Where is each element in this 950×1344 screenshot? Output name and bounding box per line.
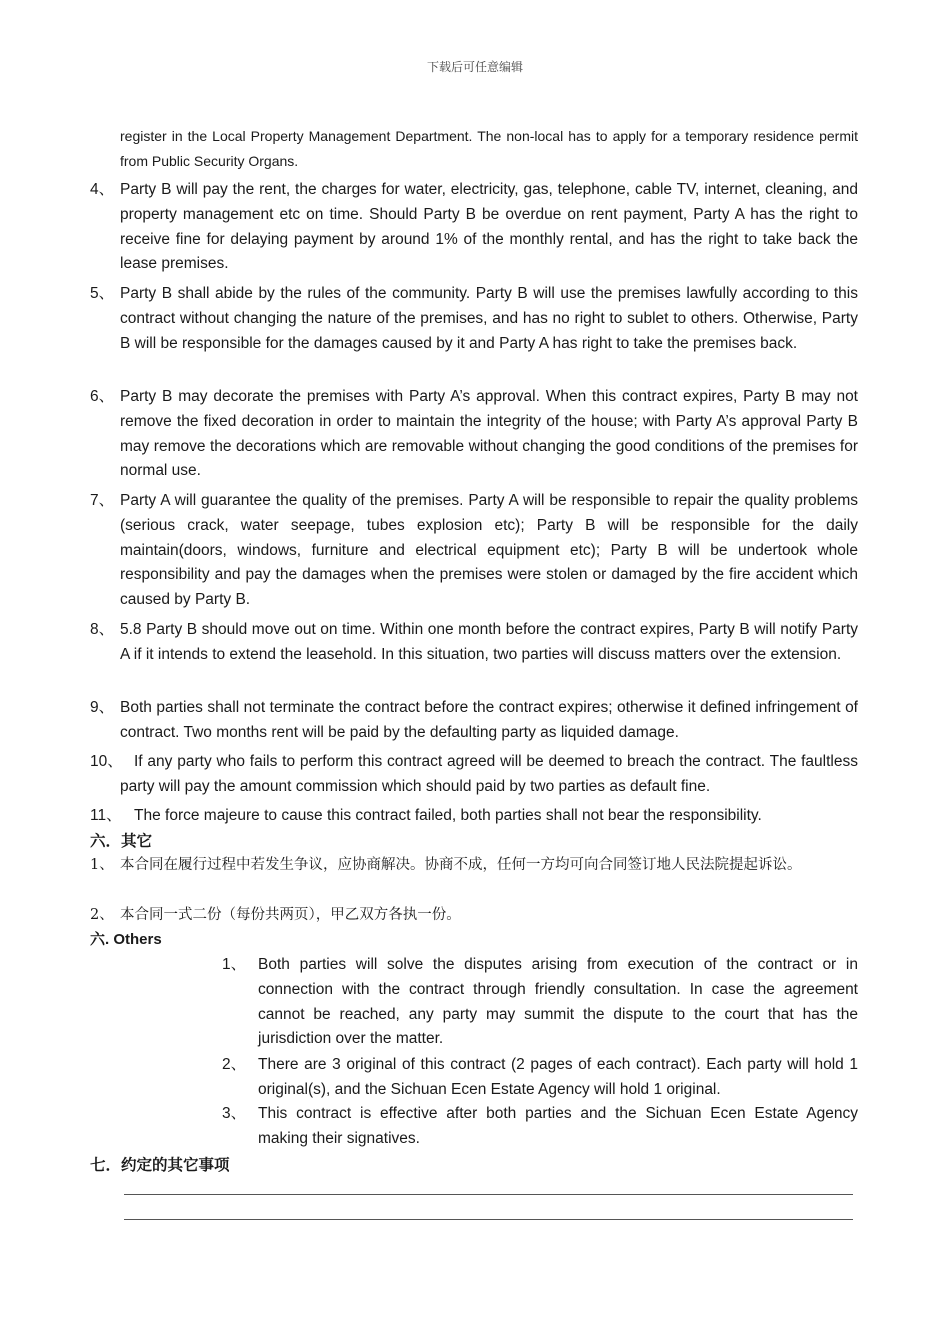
blank-line-1: [124, 1194, 853, 1195]
cn-item-number: 1、: [90, 857, 114, 873]
clause-11: [90, 804, 858, 829]
clause-text: Party B shall abide by the rules of the community. Party B will use the premises lawfully according to this contract without changing the nature of the premises, and has no right to sublet to others. Otherwise, Party B will be responsible for the damages caused by it and Party A has right to take the premises back.: [120, 285, 858, 352]
clause-text: 5.8 Party B should move out on time. Within one month before the contract expires, Party B will notify Party A if it intends to extend the leasehold. In this situation, two parties will discuss matters over the extension.: [120, 621, 858, 663]
clause-text: The force majeure to cause this contract failed, both parties shall not bear the responsibility.: [134, 807, 762, 824]
clause-5: [90, 282, 858, 356]
cn-item-2: [90, 903, 858, 928]
others-item-text: There are 3 original of this contract (2 pages of each contract). Each party will hold 1 original(s), and the Sichuan Ecen Estate Agency will hold 1 original.: [258, 1056, 858, 1098]
clause-text: Party B will pay the rent, the charges for water, electricity, gas, telephone, cable TV, internet, cleaning, and property management etc on time. Should Party B be overdue on rent payment, Party A has the right to receive fine for delaying payment by around 1% of the monthly rental, and has the right to take back the lease premises.: [120, 181, 858, 273]
others-item-1: [222, 953, 858, 1052]
cn-item-text: 本合同在履行过程中若发生争议，应协商解决。协商不成，任何一方均可向合同签订地人民法院提起诉讼。: [120, 857, 802, 873]
others-item-text: Both parties will solve the disputes arising from execution of the contract or in connection with the contract through friendly consultation. In case the agreement cannot be reached, any party may summit the dispute to the court that has the jurisdiction over the matter.: [258, 956, 858, 1048]
clause-number: 11、: [90, 807, 122, 824]
clause-number: 9、: [90, 699, 115, 716]
clause-9: [90, 696, 858, 746]
clause-text: Party B may decorate the premises with Party A’s approval. When this contract expires, Party B may not remove the fixed decoration in order to maintain the integrity of the house; with Party A’s approval Party B may remove the decorations which are removable without changing the good conditions of the premises for normal use.: [120, 388, 858, 480]
clause-10: [90, 750, 858, 800]
blank-line-2: [124, 1219, 853, 1220]
cn-item-text: 本合同一式二份（每份共两页），甲乙双方各执一份。: [120, 907, 461, 923]
cn-item-1: [90, 853, 858, 878]
section-seven-title: 七．约定的其它事项: [90, 1156, 230, 1174]
clause-4: [90, 178, 858, 277]
page-header: 下载后可任意编辑: [426, 60, 523, 74]
intro-paragraph: register in the Local Property Management Department. The non-local has to apply for a temporary residence permit from Public Security Organs.: [120, 128, 858, 169]
clause-number: 8、: [90, 621, 115, 638]
section-six-cn-title: 六．其它: [90, 832, 153, 850]
others-item-text: This contract is effective after both parties and the Sichuan Ecen Estate Agency making their signatives.: [258, 1105, 858, 1147]
clause-7: [90, 489, 858, 613]
clause-number: 5、: [90, 285, 115, 302]
clause-text: Party A will guarantee the quality of the premises. Party A will be responsible to repair the quality problems (serious crack, water seepage, tubes explosion etc); Party B will be responsible for the daily maintain(doors, windows, furniture and electrical equipment etc); Party B will be undertook whole responsibility and pay the damages when the premises were stolen or damaged by the fire accident which caused by Party B.: [120, 492, 858, 609]
clause-number: 10、: [90, 753, 123, 770]
clause-number: 6、: [90, 388, 115, 405]
clause-number: 4、: [90, 181, 115, 198]
clause-text: If any party who fails to perform this contract agreed will be deemed to breach the contract. The faultless party will pay the amount commission which should paid by two parties as default fine.: [120, 753, 858, 795]
others-item-number: 2、: [222, 1056, 247, 1073]
others-item-3: [222, 1102, 858, 1152]
cn-item-number: 2、: [90, 907, 114, 923]
clause-8: [90, 618, 858, 668]
others-item-2: [222, 1053, 858, 1103]
others-item-number: 3、: [222, 1105, 247, 1122]
others-item-number: 1、: [222, 956, 247, 973]
clause-number: 7、: [90, 492, 115, 509]
clause-6: [90, 385, 858, 484]
section-six-en-title: 六. Others: [90, 931, 162, 948]
clause-text: Both parties shall not terminate the contract before the contract expires; otherwise it defined infringement of contract. Two months rent will be paid by the defaulting party as liquided damage.: [120, 699, 858, 741]
